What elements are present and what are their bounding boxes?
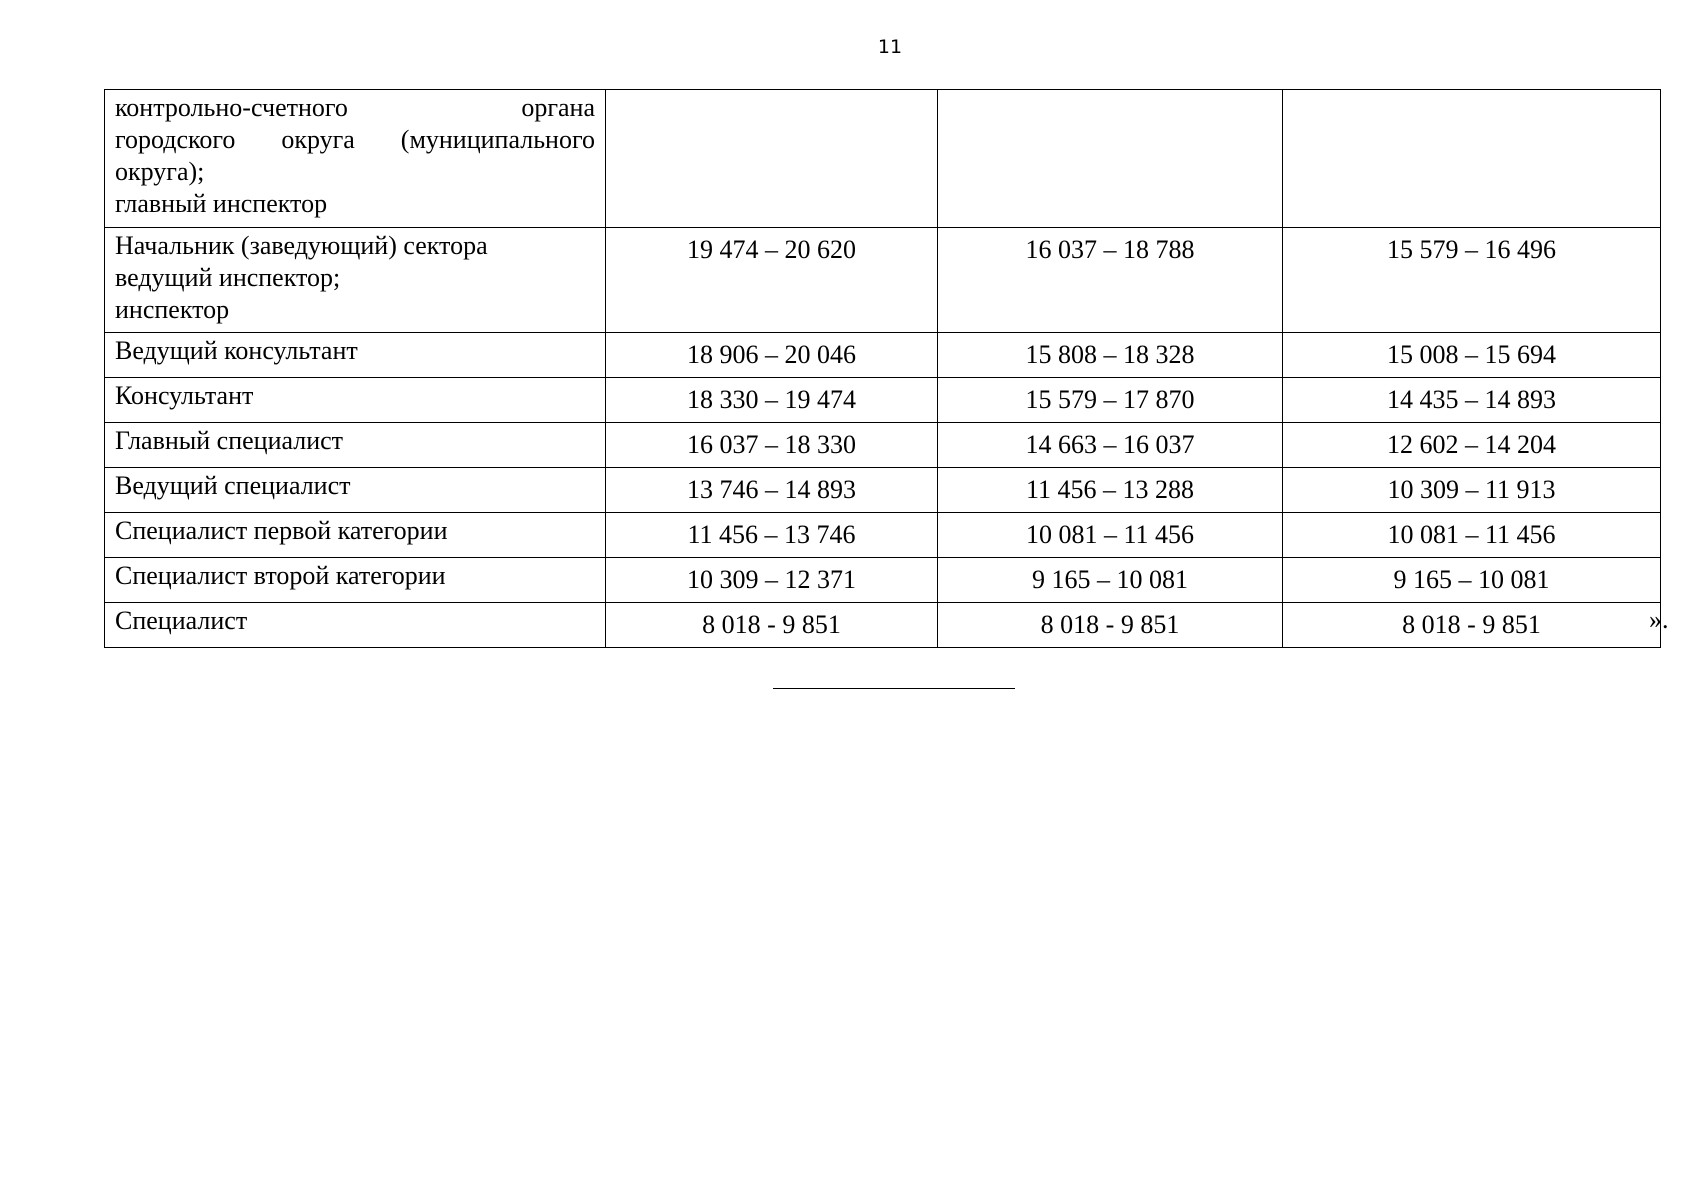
salary-range-cell bbox=[606, 90, 938, 228]
position-title-line: округа); bbox=[115, 157, 205, 186]
salary-range-cell: 15 579 – 16 496 bbox=[1283, 228, 1661, 333]
salary-range-cell: 8 018 - 9 851 bbox=[606, 603, 938, 648]
position-title-cell bbox=[105, 228, 606, 333]
salary-range-cell: 11 456 – 13 288 bbox=[938, 468, 1283, 513]
table-row bbox=[105, 513, 1661, 558]
salary-range-cell bbox=[1283, 90, 1661, 228]
salary-range-cell: 14 663 – 16 037 bbox=[938, 423, 1283, 468]
position-title-cell: Главный специалист bbox=[105, 423, 606, 468]
salary-range-cell: 8 018 - 9 851 bbox=[1283, 603, 1661, 648]
salary-range-cell: 10 309 – 12 371 bbox=[606, 558, 938, 603]
position-title-cell: Консультант bbox=[105, 378, 606, 423]
salary-range-cell: 18 906 – 20 046 bbox=[606, 333, 938, 378]
salary-range-cell: 8 018 - 9 851 bbox=[938, 603, 1283, 648]
salary-table bbox=[104, 89, 1661, 648]
table-row bbox=[105, 603, 1661, 648]
salary-range-cell: 15 008 – 15 694 bbox=[1283, 333, 1661, 378]
salary-range-cell: 10 309 – 11 913 bbox=[1283, 468, 1661, 513]
table-row bbox=[105, 228, 1661, 333]
salary-range-cell: 16 037 – 18 788 bbox=[938, 228, 1283, 333]
position-title-line: ведущий инспектор; bbox=[115, 263, 341, 292]
table-row bbox=[105, 423, 1661, 468]
position-title-cell: Специалист второй категории bbox=[105, 558, 606, 603]
salary-range-cell: 13 746 – 14 893 bbox=[606, 468, 938, 513]
salary-range-cell: 19 474 – 20 620 bbox=[606, 228, 938, 333]
position-title-cell: Ведущий консультант bbox=[105, 333, 606, 378]
table-row bbox=[105, 378, 1661, 423]
salary-range-cell: 16 037 – 18 330 bbox=[606, 423, 938, 468]
position-title-cell: Специалист bbox=[105, 603, 606, 648]
position-title-line: городского округа (муниципального bbox=[115, 125, 595, 154]
salary-range-cell bbox=[938, 90, 1283, 228]
position-title-line: инспектор bbox=[115, 295, 230, 324]
table-row bbox=[105, 468, 1661, 513]
position-title-line: контрольно-счетного органа bbox=[115, 93, 595, 122]
salary-range-cell: 15 579 – 17 870 bbox=[938, 378, 1283, 423]
position-title-cell bbox=[105, 90, 606, 228]
salary-range-cell: 9 165 – 10 081 bbox=[1283, 558, 1661, 603]
table-row bbox=[105, 558, 1661, 603]
closing-quote: ». bbox=[1649, 605, 1669, 634]
table-row bbox=[105, 90, 1661, 228]
page-number: 11 bbox=[877, 36, 903, 58]
position-title-line: Начальник (заведующий) сектора bbox=[115, 231, 488, 260]
table-row bbox=[105, 333, 1661, 378]
end-divider-line bbox=[773, 688, 1015, 689]
salary-range-cell: 10 081 – 11 456 bbox=[938, 513, 1283, 558]
salary-range-cell: 18 330 – 19 474 bbox=[606, 378, 938, 423]
position-title-cell: Специалист первой категории bbox=[105, 513, 606, 558]
position-title-cell: Ведущий специалист bbox=[105, 468, 606, 513]
salary-range-cell: 10 081 – 11 456 bbox=[1283, 513, 1661, 558]
salary-range-cell: 9 165 – 10 081 bbox=[938, 558, 1283, 603]
salary-range-cell: 11 456 – 13 746 bbox=[606, 513, 938, 558]
salary-range-cell: 15 808 – 18 328 bbox=[938, 333, 1283, 378]
position-title-line: главный инспектор bbox=[115, 189, 328, 218]
salary-range-cell: 14 435 – 14 893 bbox=[1283, 378, 1661, 423]
salary-range-cell: 12 602 – 14 204 bbox=[1283, 423, 1661, 468]
